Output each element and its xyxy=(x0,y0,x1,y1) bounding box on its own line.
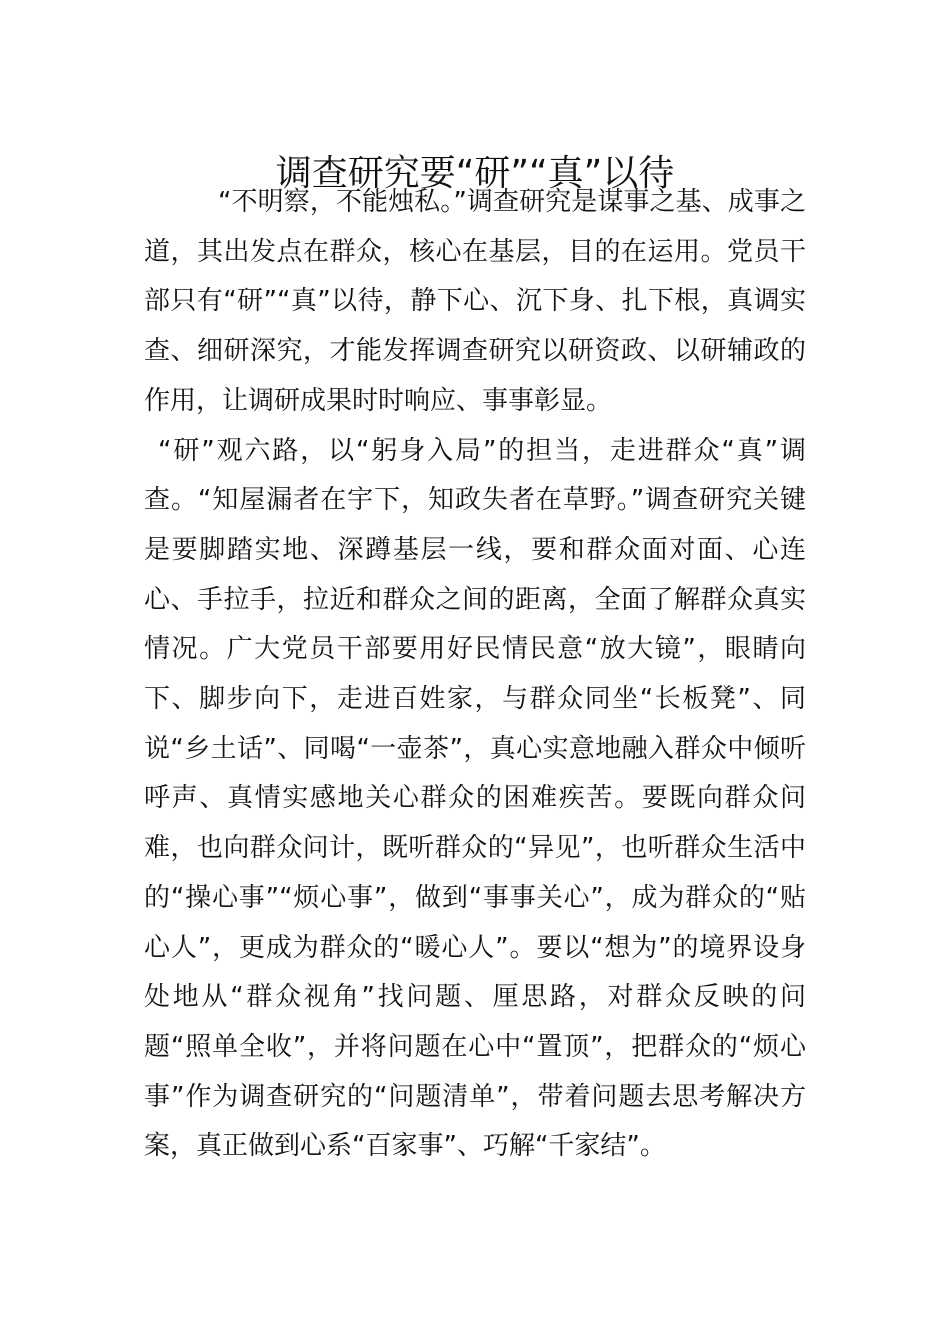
document-title: 调查研究要“研”“真”以待 xyxy=(275,153,675,195)
document-body xyxy=(144,178,806,1172)
paragraph-1: “不明察，不能烛私。”调查研究是谋事之基、成事之道，其出发点在群众，核心在基层，目的在运用。党员干部只有“研”“真”以待，静下心、沉下身、扎下根，真调实查、细研深究，才能发挥调查研究以研资政、以研辅政的作用，让调研成果时时响应、事事彰显。 xyxy=(144,187,806,416)
paragraph-2: “研”观六路，以“躬身入局”的担当，走进群众“真”调查。“知屋漏者在宇下，知政失者在草野。”调查研究关键是要脚踏实地、深蹲基层一线，要和群众面对面、心连心、手拉手，拉近和群众之间的距离，全面了解群众真实情况。广大党员干部要用好民情民意“放大镜”，眼睛向下、脚步向下，走进百姓家，与群众同坐“长板凳”、同说“乡土话”、同喝“一壶茶”，真心实意地融入群众中倾听呼声、真情实感地关心群众的困难疾苦。要既向群众问难，也向群众问计，既听群众的“异见”，也听群众生活中的“操心事”“烦心事”，做到“事事关心”，成为群众的“贴心人”，更成为群众的“暖心人”。要以“想为”的境界设身处地从“群众视角”找问题、厘思路，对群众反映的问题“照单全收”，并将问题在心中“置顶”，把群众的“烦心事”作为调查研究的“问题清单”，带着问题去思考解决方案，真正做到心系“百家事”、巧解“千家结”。 xyxy=(144,435,806,1162)
